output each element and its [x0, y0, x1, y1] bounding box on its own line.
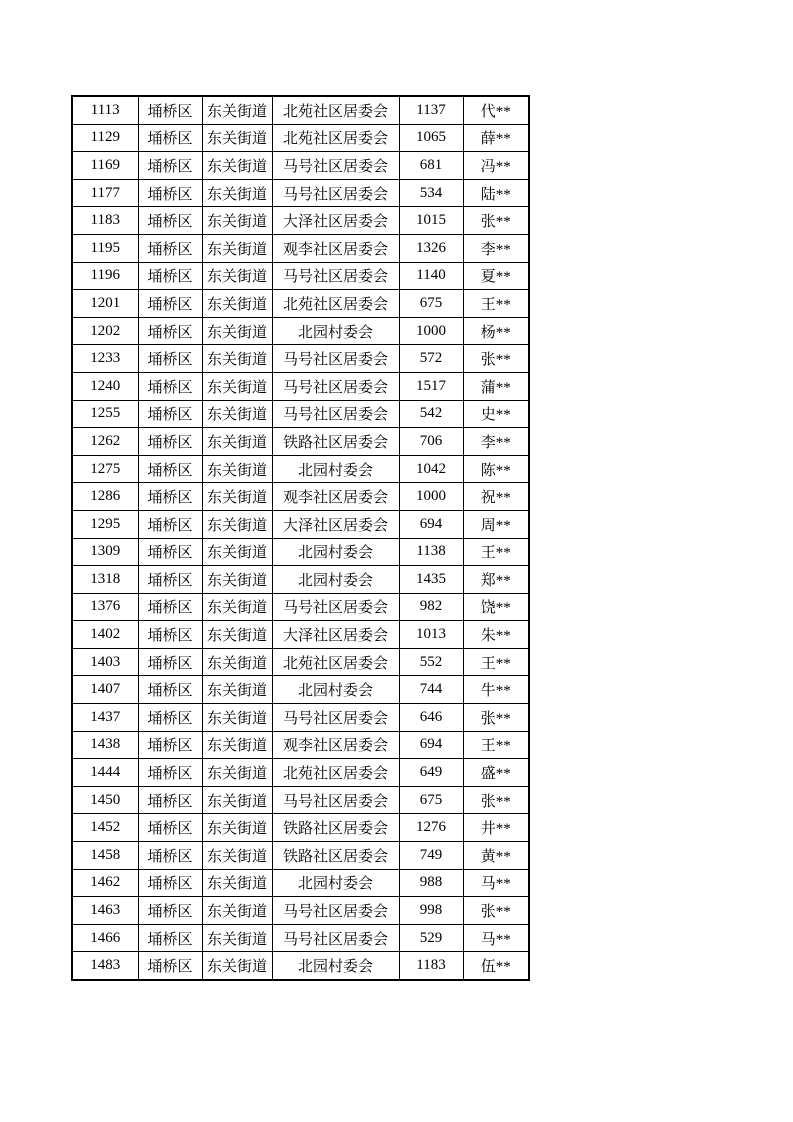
table-row [72, 924, 529, 952]
table-cell-street: 东关街道 [202, 704, 272, 732]
table-cell-number: 706 [399, 428, 463, 456]
table-cell-name: 冯** [463, 152, 529, 180]
table-cell-street: 东关街道 [202, 731, 272, 759]
table-cell-district: 埇桥区 [138, 704, 202, 732]
table-row [72, 648, 529, 676]
table-cell-district: 埇桥区 [138, 952, 202, 980]
table-row [72, 152, 529, 180]
table-cell-community: 北园村委会 [272, 566, 399, 594]
table-row [72, 566, 529, 594]
table-row [72, 731, 529, 759]
table-cell-district: 埇桥区 [138, 759, 202, 787]
table-cell-name: 陈** [463, 455, 529, 483]
table-cell-number: 1183 [399, 952, 463, 980]
table-cell-district: 埇桥区 [138, 179, 202, 207]
table-cell-number: 1140 [399, 262, 463, 290]
table-cell-community: 北苑社区居委会 [272, 290, 399, 318]
table-cell-number: 1137 [399, 96, 463, 124]
table-cell-id: 1169 [72, 152, 138, 180]
table-cell-community: 北园村委会 [272, 455, 399, 483]
table-cell-id: 1462 [72, 869, 138, 897]
table-cell-district: 埇桥区 [138, 152, 202, 180]
table-cell-district: 埇桥区 [138, 96, 202, 124]
table-cell-community: 观李社区居委会 [272, 483, 399, 511]
table-cell-number: 982 [399, 593, 463, 621]
table-cell-id: 1402 [72, 621, 138, 649]
table-cell-street: 东关街道 [202, 842, 272, 870]
table-row [72, 704, 529, 732]
table-cell-number: 552 [399, 648, 463, 676]
table-row [72, 207, 529, 235]
table-cell-street: 东关街道 [202, 345, 272, 373]
table-cell-name: 王** [463, 648, 529, 676]
table-cell-number: 1138 [399, 538, 463, 566]
table-row [72, 290, 529, 318]
table-cell-id: 1403 [72, 648, 138, 676]
table-cell-name: 李** [463, 428, 529, 456]
table-cell-community: 北园村委会 [272, 869, 399, 897]
table-row [72, 621, 529, 649]
table-cell-number: 1015 [399, 207, 463, 235]
table-cell-community: 大泽社区居委会 [272, 207, 399, 235]
table-cell-community: 马号社区居委会 [272, 593, 399, 621]
table-cell-community: 铁路社区居委会 [272, 842, 399, 870]
table-cell-community: 马号社区居委会 [272, 262, 399, 290]
table-cell-id: 1275 [72, 455, 138, 483]
table-cell-id: 1309 [72, 538, 138, 566]
table-cell-street: 东关街道 [202, 897, 272, 925]
table-cell-community: 北苑社区居委会 [272, 124, 399, 152]
table-row [72, 759, 529, 787]
table-cell-community: 马号社区居委会 [272, 924, 399, 952]
table-cell-name: 祝** [463, 483, 529, 511]
table-cell-community: 大泽社区居委会 [272, 621, 399, 649]
table-cell-district: 埇桥区 [138, 731, 202, 759]
table-cell-name: 伍** [463, 952, 529, 980]
table-row [72, 455, 529, 483]
table-cell-community: 铁路社区居委会 [272, 814, 399, 842]
table-row [72, 786, 529, 814]
table-cell-name: 陆** [463, 179, 529, 207]
table-cell-community: 北园村委会 [272, 676, 399, 704]
table-row [72, 262, 529, 290]
table-cell-number: 681 [399, 152, 463, 180]
table-cell-id: 1458 [72, 842, 138, 870]
table-cell-district: 埇桥区 [138, 621, 202, 649]
table-cell-community: 马号社区居委会 [272, 152, 399, 180]
table-cell-number: 1042 [399, 455, 463, 483]
table-cell-id: 1437 [72, 704, 138, 732]
table-cell-community: 马号社区居委会 [272, 345, 399, 373]
table-cell-number: 649 [399, 759, 463, 787]
table-cell-district: 埇桥区 [138, 207, 202, 235]
table-cell-id: 1450 [72, 786, 138, 814]
table-cell-street: 东关街道 [202, 124, 272, 152]
table-cell-number: 1000 [399, 483, 463, 511]
table-cell-district: 埇桥区 [138, 538, 202, 566]
table-cell-number: 675 [399, 290, 463, 318]
table-cell-number: 1065 [399, 124, 463, 152]
table-cell-community: 大泽社区居委会 [272, 510, 399, 538]
table-cell-name: 牛** [463, 676, 529, 704]
table-row [72, 124, 529, 152]
table-cell-community: 北园村委会 [272, 538, 399, 566]
table-cell-name: 井** [463, 814, 529, 842]
table-cell-name: 薛** [463, 124, 529, 152]
table-cell-street: 东关街道 [202, 372, 272, 400]
table-cell-street: 东关街道 [202, 428, 272, 456]
table-cell-id: 1444 [72, 759, 138, 787]
table-cell-street: 东关街道 [202, 814, 272, 842]
table-cell-street: 东关街道 [202, 538, 272, 566]
table-cell-name: 杨** [463, 317, 529, 345]
table-cell-name: 黄** [463, 842, 529, 870]
table-cell-street: 东关街道 [202, 566, 272, 594]
table-cell-id: 1202 [72, 317, 138, 345]
table-cell-district: 埇桥区 [138, 400, 202, 428]
table-cell-number: 1000 [399, 317, 463, 345]
table-cell-district: 埇桥区 [138, 124, 202, 152]
table-cell-street: 东关街道 [202, 400, 272, 428]
table-cell-street: 东关街道 [202, 179, 272, 207]
table-cell-number: 646 [399, 704, 463, 732]
table-cell-name: 蒲** [463, 372, 529, 400]
table-cell-street: 东关街道 [202, 593, 272, 621]
table-cell-id: 1295 [72, 510, 138, 538]
table-cell-community: 观李社区居委会 [272, 731, 399, 759]
table-cell-name: 张** [463, 786, 529, 814]
table-cell-id: 1195 [72, 234, 138, 262]
table-row [72, 345, 529, 373]
table-cell-number: 694 [399, 510, 463, 538]
table-cell-number: 1013 [399, 621, 463, 649]
table-cell-number: 572 [399, 345, 463, 373]
table-cell-district: 埇桥区 [138, 897, 202, 925]
table-cell-district: 埇桥区 [138, 510, 202, 538]
table-cell-district: 埇桥区 [138, 924, 202, 952]
table-cell-id: 1438 [72, 731, 138, 759]
table-cell-name: 王** [463, 731, 529, 759]
records-table [71, 95, 530, 981]
table-cell-district: 埇桥区 [138, 593, 202, 621]
table-cell-street: 东关街道 [202, 290, 272, 318]
table-cell-street: 东关街道 [202, 676, 272, 704]
table-row [72, 676, 529, 704]
table-row [72, 593, 529, 621]
table-cell-street: 东关街道 [202, 483, 272, 511]
table-cell-district: 埇桥区 [138, 345, 202, 373]
table-cell-name: 张** [463, 207, 529, 235]
table-row [72, 814, 529, 842]
table-cell-street: 东关街道 [202, 234, 272, 262]
table-cell-street: 东关街道 [202, 510, 272, 538]
table-cell-community: 北苑社区居委会 [272, 648, 399, 676]
table-cell-id: 1183 [72, 207, 138, 235]
table-cell-district: 埇桥区 [138, 648, 202, 676]
table-cell-name: 盛** [463, 759, 529, 787]
table-cell-number: 1435 [399, 566, 463, 594]
table-cell-community: 马号社区居委会 [272, 179, 399, 207]
table-cell-number: 534 [399, 179, 463, 207]
table-row [72, 869, 529, 897]
table-cell-district: 埇桥区 [138, 786, 202, 814]
table-cell-id: 1463 [72, 897, 138, 925]
table-cell-community: 观李社区居委会 [272, 234, 399, 262]
table-cell-street: 东关街道 [202, 207, 272, 235]
table-cell-community: 马号社区居委会 [272, 372, 399, 400]
table-cell-id: 1196 [72, 262, 138, 290]
table-row [72, 428, 529, 456]
table-cell-community: 北园村委会 [272, 317, 399, 345]
table-cell-number: 1517 [399, 372, 463, 400]
table-row [72, 952, 529, 980]
table-cell-id: 1255 [72, 400, 138, 428]
table-cell-name: 郑** [463, 566, 529, 594]
table-cell-street: 东关街道 [202, 621, 272, 649]
table-cell-name: 张** [463, 345, 529, 373]
table-cell-name: 代** [463, 96, 529, 124]
table-cell-name: 周** [463, 510, 529, 538]
table-cell-district: 埇桥区 [138, 455, 202, 483]
table-cell-community: 马号社区居委会 [272, 400, 399, 428]
table-cell-community: 铁路社区居委会 [272, 428, 399, 456]
table-row [72, 483, 529, 511]
table-cell-name: 张** [463, 897, 529, 925]
table-cell-number: 1326 [399, 234, 463, 262]
table-cell-street: 东关街道 [202, 952, 272, 980]
table-cell-id: 1177 [72, 179, 138, 207]
table-cell-street: 东关街道 [202, 924, 272, 952]
table-row [72, 510, 529, 538]
table-cell-id: 1201 [72, 290, 138, 318]
table-cell-name: 朱** [463, 621, 529, 649]
table-cell-district: 埇桥区 [138, 290, 202, 318]
table-cell-id: 1262 [72, 428, 138, 456]
table-cell-community: 马号社区居委会 [272, 897, 399, 925]
table-cell-district: 埇桥区 [138, 814, 202, 842]
table-cell-community: 北苑社区居委会 [272, 96, 399, 124]
table-row [72, 897, 529, 925]
table-cell-street: 东关街道 [202, 869, 272, 897]
table-cell-id: 1376 [72, 593, 138, 621]
table-cell-street: 东关街道 [202, 786, 272, 814]
table-cell-district: 埇桥区 [138, 566, 202, 594]
table-row [72, 96, 529, 124]
table-cell-name: 王** [463, 290, 529, 318]
table-cell-name: 王** [463, 538, 529, 566]
table-cell-number: 542 [399, 400, 463, 428]
table-cell-district: 埇桥区 [138, 234, 202, 262]
table-cell-id: 1113 [72, 96, 138, 124]
table-cell-name: 张** [463, 704, 529, 732]
table-cell-number: 675 [399, 786, 463, 814]
table-cell-district: 埇桥区 [138, 428, 202, 456]
table-cell-id: 1407 [72, 676, 138, 704]
table-cell-number: 749 [399, 842, 463, 870]
table-cell-district: 埇桥区 [138, 842, 202, 870]
table-cell-district: 埇桥区 [138, 869, 202, 897]
table-cell-id: 1318 [72, 566, 138, 594]
table-cell-street: 东关街道 [202, 759, 272, 787]
table-cell-street: 东关街道 [202, 455, 272, 483]
table-row [72, 234, 529, 262]
table-cell-community: 马号社区居委会 [272, 786, 399, 814]
table-cell-name: 饶** [463, 593, 529, 621]
table-cell-number: 998 [399, 897, 463, 925]
table-cell-name: 史** [463, 400, 529, 428]
table-cell-id: 1483 [72, 952, 138, 980]
table-cell-district: 埇桥区 [138, 262, 202, 290]
table-cell-street: 东关街道 [202, 262, 272, 290]
table-cell-id: 1286 [72, 483, 138, 511]
table-cell-number: 694 [399, 731, 463, 759]
table-cell-district: 埇桥区 [138, 483, 202, 511]
table-cell-number: 988 [399, 869, 463, 897]
table-cell-id: 1233 [72, 345, 138, 373]
table-cell-id: 1240 [72, 372, 138, 400]
table-cell-district: 埇桥区 [138, 372, 202, 400]
records-table-body [72, 96, 529, 980]
table-row [72, 842, 529, 870]
table-cell-id: 1466 [72, 924, 138, 952]
table-cell-street: 东关街道 [202, 152, 272, 180]
table-cell-street: 东关街道 [202, 96, 272, 124]
table-cell-number: 744 [399, 676, 463, 704]
table-cell-id: 1129 [72, 124, 138, 152]
table-cell-community: 马号社区居委会 [272, 704, 399, 732]
table-cell-number: 1276 [399, 814, 463, 842]
table-cell-district: 埇桥区 [138, 317, 202, 345]
table-row [72, 179, 529, 207]
table-cell-name: 李** [463, 234, 529, 262]
table-cell-street: 东关街道 [202, 648, 272, 676]
table-cell-id: 1452 [72, 814, 138, 842]
table-cell-community: 北园村委会 [272, 952, 399, 980]
table-cell-district: 埇桥区 [138, 676, 202, 704]
table-cell-name: 夏** [463, 262, 529, 290]
table-cell-name: 马** [463, 924, 529, 952]
table-cell-number: 529 [399, 924, 463, 952]
table-row [72, 538, 529, 566]
table-cell-community: 北苑社区居委会 [272, 759, 399, 787]
table-row [72, 317, 529, 345]
table-cell-name: 马** [463, 869, 529, 897]
table-row [72, 400, 529, 428]
table-row [72, 372, 529, 400]
table-cell-street: 东关街道 [202, 317, 272, 345]
